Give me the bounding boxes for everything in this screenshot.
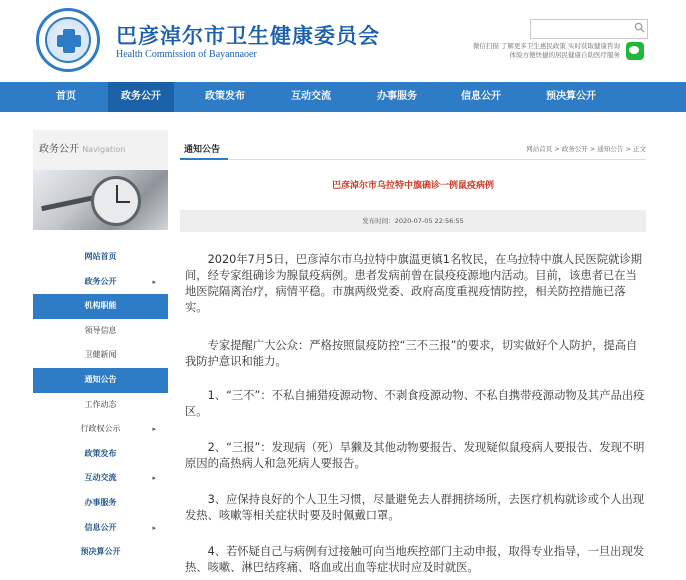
site-subtitle: Health Commission of Bayannaoer (116, 49, 257, 60)
sidebar-item-label: 通知公告 (84, 374, 117, 384)
article-paragraph: 3、应保持良好的个人卫生习惯，尽量避免去人群拥挤场所，去医疗机构就诊或个人出现发热、咳嗽等相关症状时要及时佩戴口罩。 (185, 493, 645, 522)
wechat-promo (450, 42, 620, 60)
sidebar-item-label: 政策发布 (84, 448, 117, 458)
breadcrumb[interactable]: 网站首页 > 政务公开 > 通知公告 > 正文 (526, 145, 646, 153)
section-title: 通知公告 (184, 142, 220, 155)
sidebar-item-label: 信息公开 (84, 522, 117, 532)
sidebar-item-site-home[interactable] (33, 245, 168, 270)
sidebar-heading-text: 政务公开 (39, 144, 79, 155)
sidebar-item-label: 工作动态 (84, 399, 117, 409)
logo-cross-horizontal (57, 35, 81, 47)
nav-item-home[interactable]: 首页 (56, 91, 76, 102)
search-icon[interactable] (634, 22, 645, 33)
sidebar-item-leaders[interactable] (33, 319, 168, 344)
logo-emblem[interactable] (36, 8, 100, 72)
banner-clock (91, 176, 141, 226)
sidebar-item-label: 网站首页 (84, 252, 117, 261)
chevron-right-icon: ▸ (152, 425, 156, 434)
sidebar-item-info-disclosure[interactable] (33, 516, 168, 541)
sidebar-item-services[interactable] (33, 491, 168, 516)
chevron-right-icon: ▸ (152, 474, 156, 483)
article-paragraph: 专家提醒广大公众：严格按照鼠疫防控“三不三报”的要求，切实做好个人防护，提高自我防护意识和能力。 (185, 339, 638, 368)
sidebar-menu (33, 245, 168, 565)
main-nav (0, 82, 686, 112)
sidebar-item-budget[interactable] (33, 540, 168, 565)
wechat-icon[interactable] (626, 42, 644, 60)
article-paragraph: 4、若怀疑自己与病例有过接触可向当地疾控部门主动申报，取得专业指导，一旦出现发热、咳嗽、淋巴结疼痛、咯血或出血等症状时应及时就医。 (185, 545, 645, 574)
publish-time: 发布时间：2020-07-05 22:56:55 (180, 210, 646, 232)
search-input[interactable] (530, 19, 648, 39)
sidebar-item-label: 领导信息 (84, 325, 117, 335)
sidebar-item-label: 卫健新闻 (84, 350, 117, 360)
sidebar-item-notices[interactable] (33, 368, 168, 393)
chevron-right-icon: ▸ (152, 277, 156, 286)
sidebar-item-interaction[interactable] (33, 466, 168, 491)
site-header (0, 0, 686, 82)
nav-item-interaction[interactable]: 互动交流 (291, 91, 331, 102)
chevron-right-icon: ▸ (152, 523, 156, 532)
site-title[interactable]: 巴彦淖尔市卫生健康委员会 (116, 23, 380, 48)
sidebar-item-label: 互动交流 (84, 473, 117, 483)
nav-item-budget[interactable]: 预决算公开 (546, 91, 596, 102)
section-header (180, 130, 646, 160)
article-paragraph: 1、“三不”：不私自捕猎疫源动物、不剥食疫源动物、不私自携带疫源动物及其产品出疫区。 (185, 389, 645, 418)
logo-inner-ring (45, 17, 91, 63)
nav-item-info-disclosure[interactable]: 信息公开 (461, 91, 501, 102)
sidebar-item-label: 行政权公示 (80, 424, 121, 434)
wechat-promo-line1: 微信扫描 了解更多卫生惠民政策 实时获取健康咨询 (472, 42, 620, 50)
sidebar-item-label: 机构职能 (84, 301, 117, 311)
sidebar-item-label: 预决算公开 (80, 547, 121, 557)
article-paragraph: 2、“三报”：发现病（死）旱獭及其他动物要报告、发现疑似鼠疫病人要报告、发现不明原因的高热病人和急死病人要报告。 (185, 441, 645, 470)
sidebar-item-policy[interactable] (33, 442, 168, 467)
sidebar-item-work-updates[interactable] (33, 393, 168, 418)
sidebar-item-functions[interactable] (33, 294, 168, 319)
nav-item-government-affairs[interactable]: 政务公开 (108, 82, 174, 112)
nav-item-services[interactable]: 办事服务 (377, 91, 417, 102)
sidebar-item-government-affairs[interactable] (33, 270, 168, 295)
sidebar-item-news[interactable] (33, 343, 168, 368)
sidebar (33, 130, 168, 557)
sidebar-item-admin-power[interactable] (33, 417, 168, 442)
article-paragraph: 2020年7月5日，巴彦淖尔市乌拉特中旗温更镇1名牧民，在乌拉特中旗人民医院就诊期间，经专家组确诊为腺鼠疫病例。患者发病前曾在鼠疫疫源地内活动。目前，该患者已在当地医院隔离治疗，病情平稳。市旗两级党委、政府高度重视疫情防控，相关防控措施已落实。 (185, 253, 643, 314)
article-title: 巴彦淖尔市乌拉特中旗确诊一例鼠疫病例 (331, 181, 494, 191)
nav-item-policy[interactable]: 政策发布 (205, 91, 245, 102)
sidebar-item-label: 政务公开 (84, 276, 117, 286)
sidebar-heading-en: Navigation (82, 145, 126, 154)
sidebar-item-label: 办事服务 (84, 497, 117, 507)
sidebar-banner-image (33, 170, 168, 230)
wechat-promo-line2: 体验方便快捷的居民健康自助医疗服务 (509, 51, 620, 59)
sidebar-heading (33, 130, 168, 170)
